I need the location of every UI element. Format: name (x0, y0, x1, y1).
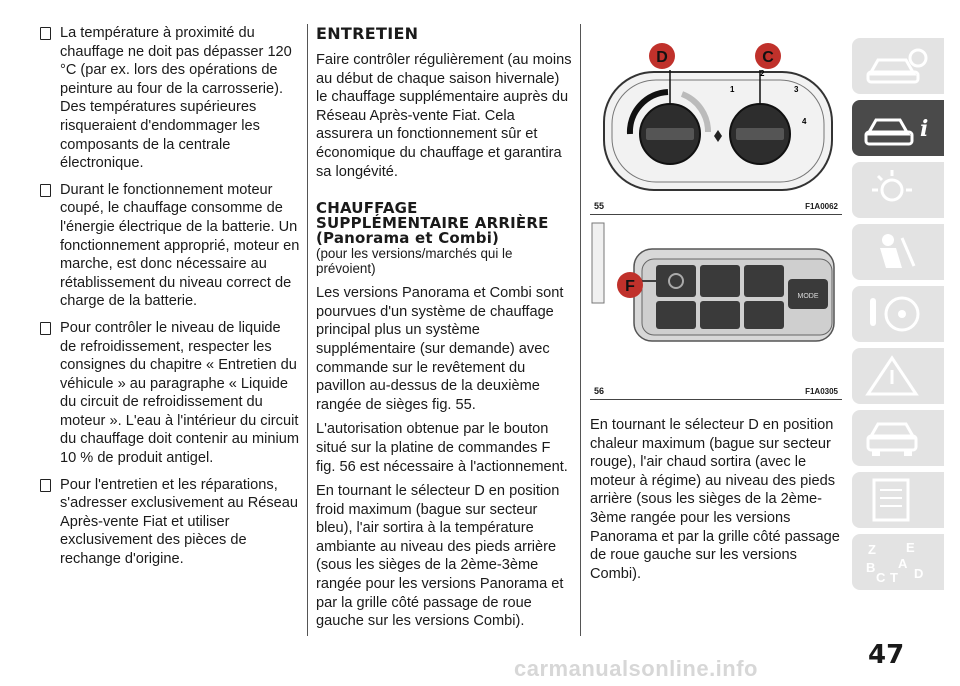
bullet-text: La température à proximité du chauffage ne doit pas dépasser 120 °C (par ex. lors des opérations de peinture au four de la carrosserie). Des températures supérieures risqueraient d'endommager les composants de la centrale électronique. (60, 25, 292, 172)
tab-car-info[interactable] (852, 100, 944, 156)
paragraph: Faire contrôler régulièrement (au moins au début de chaque saison hivernale) le chauffage supplémentaire auprès du Réseau Après-vente Fiat. Cela assurera un fonctionnement sûr et économique du chauffage et garantira sa longévité. (316, 52, 572, 180)
figure-code: F1A0305 (805, 387, 838, 396)
tab-index[interactable] (852, 534, 944, 590)
car-info-icon (862, 106, 932, 150)
bullet-text: Pour l'entretien et les réparations, s'adresser exclusivement au Réseau Après-vente Fiat et utiliser exclusivement des pièces de rechange d'origine. (60, 476, 299, 568)
tab-warning-lights[interactable] (852, 162, 944, 218)
bullet-item (38, 476, 300, 569)
left-column (38, 24, 300, 577)
svg-text:A: A (898, 556, 908, 571)
panel-button (700, 265, 740, 297)
control-panel-illustration (590, 219, 842, 399)
specs-list-icon (862, 478, 932, 522)
bullet-item (38, 181, 300, 311)
column-divider (580, 24, 581, 636)
section-heading: ENTRETIEN (316, 24, 419, 43)
paragraph: En tournant le sélecteur D en position froid maximum (bague sur secteur bleu), l'air sortira à la température ambiante au niveau des pieds arrière (sous les sièges de la 2ème-3ème rangée pour les versions Panorama et par la grille côté passage de roue gauche sur les versions Combi). (316, 483, 564, 630)
tab-starting-driving[interactable] (852, 286, 944, 342)
seat-airbag-icon (862, 230, 932, 274)
heater-dials-illustration (590, 24, 842, 214)
dial-mark: 4 (802, 117, 807, 126)
section-heading: CHAUFFAGE SUPPLÉMENTAIRE ARRIÈRE (Panorama et Combi) (316, 199, 549, 248)
figure-number: 56 (594, 386, 605, 396)
checkbox-bullet-icon (40, 184, 51, 197)
figure-56 (590, 219, 842, 400)
bullet-text: Durant le fonctionnement moteur coupé, le chauffage consomme de l'énergie électrique de la batterie. Un fonctionnement approprié, moteur en marche, est donc nécessaire au rétablissement du niveau correct de charge de la batterie. (60, 181, 300, 310)
svg-text:F: F (625, 278, 635, 295)
bullet-text: Pour contrôler le niveau de liquide de refroidissement, respecter les consignes du chapitre « Entretien du véhicule » au paragraphe « Liquide du circuit de refroidissement du moteur ». L'eau à l'intérieur du circuit du chauffage doit contenir au minium 10 % de produit antigel. (60, 319, 300, 467)
chapter-tabs (852, 38, 948, 596)
steering-key-icon (862, 292, 932, 336)
svg-text:MODE: MODE (797, 293, 819, 300)
svg-text:T: T (890, 570, 898, 584)
column-divider (307, 24, 308, 636)
svg-text:B: B (866, 560, 876, 575)
fan-button (656, 265, 696, 297)
dial-mark: 1 (730, 85, 735, 94)
panel-button (744, 265, 784, 297)
watermark: carmanualsonline.info (514, 656, 758, 681)
svg-text:D: D (656, 49, 668, 66)
svg-text:D: D (914, 566, 924, 581)
figure-55 (590, 24, 842, 215)
bullet-item (38, 24, 300, 173)
checkbox-bullet-icon (40, 322, 51, 335)
car-front-icon (862, 416, 932, 460)
right-column (590, 24, 842, 589)
dial-mark: 2 (760, 69, 765, 78)
svg-text:E: E (906, 540, 915, 555)
panel-button (656, 301, 696, 329)
alphabet-index-icon (862, 540, 932, 584)
warning-light-icon (862, 168, 932, 212)
checkbox-bullet-icon (40, 27, 51, 40)
checkbox-bullet-icon (40, 479, 51, 492)
figure-code: F1A0062 (805, 202, 838, 211)
paragraph: Les versions Panorama et Combi sont pourvues d'un système de chauffage principal plus un système supplémentaire (sur demande) avec commande sur le revêtement du pavillon au-dessus de la deuxième rangée de sièges fig. 55. (316, 285, 564, 413)
figure-number: 55 (594, 201, 605, 211)
svg-text:Z: Z (868, 542, 876, 557)
paragraph: En tournant le sélecteur D en position chaleur maximum (bague sur secteur rouge), l'air chaud sortira (avec le moteur à régime) au niveau des pieds arrière (sous les sièges de la 2ème-3ème rangée pour les versions Panorama et par la grille côté passage de roue gauche sur les versions Combi). (590, 417, 840, 582)
panel-button (744, 301, 784, 329)
panel-button (700, 301, 740, 329)
tab-car-dashboard[interactable] (852, 38, 944, 94)
tab-emergency[interactable] (852, 348, 944, 404)
page-number: 47 (868, 640, 905, 670)
bullet-item (38, 319, 300, 468)
tab-safety[interactable] (852, 224, 944, 280)
version-note: (pour les versions/marchés qui le prévoient) (316, 246, 513, 276)
car-dashboard-icon (862, 44, 932, 88)
svg-text:C: C (762, 49, 774, 66)
dial-mark: 3 (794, 85, 799, 94)
middle-column (316, 24, 572, 637)
paragraph: L'autorisation obtenue par le bouton situé sur la platine de commandes F fig. 56 est nécessaire à l'actionnement. (316, 421, 568, 475)
svg-text:C: C (876, 570, 886, 584)
road-warning-icon (862, 354, 932, 398)
tab-maintenance[interactable] (852, 410, 944, 466)
tab-technical-specs[interactable] (852, 472, 944, 528)
svg-text:i: i (920, 116, 929, 142)
